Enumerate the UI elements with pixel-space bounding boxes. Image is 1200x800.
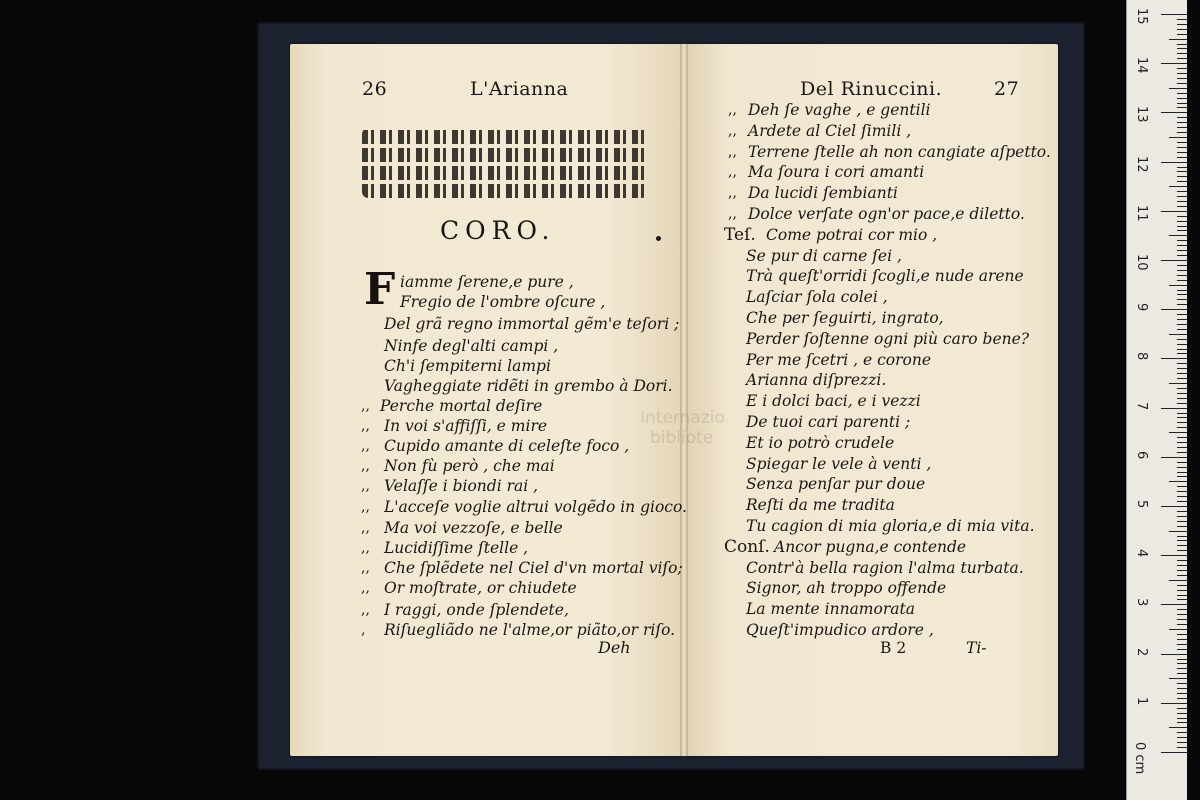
book-gutter (680, 44, 688, 756)
ruler-tick (1169, 481, 1187, 482)
ruler-tick (1177, 590, 1187, 591)
ruler-tick (1177, 570, 1187, 571)
verse-line: Fregio de l'ombre oſcure , (400, 293, 606, 311)
verse-line: Velaſſe i biondi rai , (384, 477, 539, 495)
ruler-tick (1177, 472, 1187, 473)
ruler-tick (1169, 334, 1187, 335)
verse-line: Et io potrò crudele (746, 434, 895, 452)
ruler-tick (1177, 294, 1187, 295)
ruler-tick (1177, 413, 1187, 414)
ornamental-headpiece (362, 128, 648, 198)
ruler-tick (1177, 363, 1187, 364)
ruler-tick (1177, 324, 1187, 325)
quote-mark: ,, (728, 144, 737, 160)
ruler-tick (1177, 58, 1187, 59)
ruler-tick (1169, 531, 1187, 532)
ruler-tick (1169, 432, 1187, 433)
ruler-tick (1177, 176, 1187, 177)
ruler-tick (1177, 708, 1187, 709)
ruler-tick (1161, 506, 1187, 507)
ruler-tick (1169, 235, 1187, 236)
left-page-number: 26 (362, 78, 388, 100)
ruler-tick (1177, 732, 1187, 733)
ruler-unit: 0 cm (1132, 742, 1147, 775)
ruler-tick (1177, 614, 1187, 615)
ruler-tick (1177, 526, 1187, 527)
ruler-tick (1177, 280, 1187, 281)
chorus-heading: CORO. (440, 216, 556, 245)
ruler-tick (1177, 339, 1187, 340)
verse-line: Arianna diſprezzi. (746, 371, 887, 389)
ruler-number: 15 (1134, 8, 1149, 25)
signature-mark: B 2 (880, 639, 907, 657)
ruler-tick (1177, 698, 1187, 699)
verse-line: La mente innamorata (746, 600, 915, 618)
ruler-tick (1177, 275, 1187, 276)
quote-mark: ,, (361, 499, 370, 515)
ruler-tick (1177, 103, 1187, 104)
ruler-tick (1177, 673, 1187, 674)
ruler-tick (1177, 378, 1187, 379)
quote-mark: ,, (361, 418, 370, 434)
ruler-tick (1177, 491, 1187, 492)
verse-line: Che per ſeguirti, ingrato, (746, 309, 944, 327)
ruler-tick (1177, 644, 1187, 645)
ruler-tick (1177, 565, 1187, 566)
ruler-tick (1177, 216, 1187, 217)
ruler-tick (1161, 555, 1187, 556)
ruler-tick (1169, 186, 1187, 187)
ruler-tick (1169, 137, 1187, 138)
ruler-tick (1177, 73, 1187, 74)
ruler-tick (1177, 619, 1187, 620)
ruler-tick (1177, 462, 1187, 463)
verse-line: Da lucidi ſembianti (748, 184, 898, 202)
ruler-tick (1177, 496, 1187, 497)
verse-line: L'acceſe voglie altrui volgẽdo in gioco. (384, 498, 687, 516)
quote-mark: , (361, 622, 366, 638)
verse-line: Che ſplẽdete nel Ciel d'vn mortal viſo; (384, 559, 683, 577)
verse-line: Dolce verſate ogn'or pace,e diletto. (748, 205, 1025, 223)
ruler-tick (1177, 142, 1187, 143)
ruler-tick (1177, 304, 1187, 305)
ruler-tick (1177, 501, 1187, 502)
ruler-tick (1177, 511, 1187, 512)
ruler-tick (1177, 255, 1187, 256)
ruler-tick (1177, 245, 1187, 246)
ruler-tick (1177, 476, 1187, 477)
ruler-tick (1177, 486, 1187, 487)
ruler-tick (1177, 747, 1187, 748)
quote-mark: ,, (728, 164, 737, 180)
ruler-tick (1161, 703, 1187, 704)
verse-line: Ma ſoura i cori amanti (748, 163, 925, 181)
verse-line: Perder ſoſtenne ogni più caro bene? (746, 330, 1030, 348)
ruler-tick (1177, 319, 1187, 320)
ruler-tick (1177, 540, 1187, 541)
ruler-tick (1177, 24, 1187, 25)
ruler-number: 6 (1134, 450, 1149, 460)
ruler-tick (1177, 550, 1187, 551)
quote-mark: ,, (361, 398, 370, 414)
verse-line: Lucidiſſime ſtelle , (384, 539, 529, 557)
quote-mark: ,, (361, 478, 370, 494)
ruler-tick (1177, 659, 1187, 660)
ruler-tick (1177, 663, 1187, 664)
verse-line: Trà queſt'orridi ſcogli,e nude arene (746, 267, 1024, 285)
ruler-tick (1169, 39, 1187, 40)
ruler-tick (1177, 299, 1187, 300)
ruler-number: 2 (1134, 647, 1149, 656)
verse-line: Or moſtrate, or chiudete (384, 579, 577, 597)
ruler-tick (1177, 373, 1187, 374)
ruler-tick (1177, 226, 1187, 227)
quote-mark: ,, (361, 580, 370, 596)
right-running-title: Del Rinuccini. (800, 78, 943, 100)
verse-line: Ch'i ſempiterni lampi (384, 357, 551, 375)
verse-line: Ancor pugna,e contende (774, 538, 967, 556)
quote-mark: ,, (361, 520, 370, 536)
ruler-number: 9 (1134, 303, 1149, 312)
ruler-tick (1177, 437, 1187, 438)
ruler-tick (1177, 668, 1187, 669)
verse-line: Reſti da me tradita (746, 496, 895, 514)
ink-dot (656, 236, 661, 241)
ruler-tick (1177, 737, 1187, 738)
verse-line: Ardete al Ciel ſimili , (748, 122, 912, 140)
quote-mark: ,, (728, 123, 737, 139)
ruler-tick (1177, 447, 1187, 448)
ruler-tick (1177, 353, 1187, 354)
ruler-tick (1177, 560, 1187, 561)
verse-line: Non fù però , che mai (384, 457, 555, 475)
ruler-number: 5 (1134, 500, 1149, 509)
verse-line: Spiegar le vele à venti , (746, 455, 932, 473)
ruler-tick (1177, 221, 1187, 222)
ruler-tick (1177, 290, 1187, 291)
verse-line: Vagheggiate ridẽti in grembo à Dori. (384, 377, 673, 395)
ruler-tick (1177, 270, 1187, 271)
verse-line: Senza penſar pur doue (746, 475, 926, 493)
drop-cap: F (364, 264, 396, 315)
ruler-tick (1177, 93, 1187, 94)
ruler-number: 13 (1134, 106, 1149, 123)
ruler-tick (1177, 265, 1187, 266)
verse-line: Ma voi vezzoſe, e belle (384, 519, 563, 537)
ruler-tick (1177, 609, 1187, 610)
verse-line: Tu cagion di mia gloria,e di mia vita. (746, 517, 1035, 535)
ruler-tick (1161, 309, 1187, 310)
quote-mark: ,, (728, 185, 737, 201)
verse-line: Se pur di carne ſei , (746, 247, 902, 265)
ruler-tick (1177, 718, 1187, 719)
ruler-tick (1177, 742, 1187, 743)
watermark-text (640, 408, 725, 448)
ruler-tick (1161, 654, 1187, 655)
left-catchword: Deh (598, 638, 631, 657)
quote-mark: ,, (361, 438, 370, 454)
ruler-number: 10 (1134, 254, 1149, 271)
ruler-tick (1177, 403, 1187, 404)
ruler-tick (1177, 98, 1187, 99)
ruler-number: 4 (1134, 549, 1149, 558)
speaker-label: Teſ. (724, 225, 756, 245)
ruler-tick (1177, 329, 1187, 330)
ruler-tick (1177, 127, 1187, 128)
ruler-tick (1177, 422, 1187, 423)
ruler-number: 14 (1134, 57, 1149, 74)
ruler-tick (1161, 752, 1187, 753)
ruler-tick (1169, 580, 1187, 581)
ruler-tick (1177, 536, 1187, 537)
verse-line: Come potrai cor mio , (766, 226, 938, 244)
ruler-tick (1177, 29, 1187, 30)
ruler-tick (1177, 595, 1187, 596)
verse-line: De tuoi cari parenti ; (746, 413, 911, 431)
ruler-number: 7 (1134, 401, 1149, 410)
ruler-tick (1177, 167, 1187, 168)
verse-line: Del grã regno immortal gẽm'e teſori ; (384, 315, 680, 333)
ruler-tick (1161, 358, 1187, 359)
verse-line: Queſt'impudico ardore , (746, 621, 934, 639)
ruler-tick (1177, 634, 1187, 635)
watermark-line: Internazio (640, 408, 725, 428)
ruler-tick (1169, 727, 1187, 728)
ruler-tick (1177, 722, 1187, 723)
verse-line: Terrene ſtelle ah non cangiate aſpetto. (748, 143, 1051, 161)
verse-line: In voi s'affiſſi, e mire (384, 417, 548, 435)
ruler-tick (1177, 122, 1187, 123)
ruler-tick (1161, 604, 1187, 605)
ruler-tick (1177, 393, 1187, 394)
ruler-tick (1177, 147, 1187, 148)
verse-line: Signor, ah troppo offende (746, 579, 947, 597)
ruler-tick (1177, 521, 1187, 522)
ruler-tick (1177, 107, 1187, 108)
verse-line: Ninfe degl'alti campi , (384, 337, 559, 355)
ruler-tick (1177, 683, 1187, 684)
ruler-tick (1177, 639, 1187, 640)
ruler-tick (1177, 157, 1187, 158)
quote-mark: ,, (361, 540, 370, 556)
ruler-tick (1161, 457, 1187, 458)
ruler-tick (1177, 693, 1187, 694)
ruler-tick (1177, 545, 1187, 546)
ruler-tick (1177, 452, 1187, 453)
quote-mark: ,, (361, 458, 370, 474)
ruler-tick (1177, 34, 1187, 35)
verse-line: Laſciar ſola colei , (746, 288, 888, 306)
ruler-tick (1177, 599, 1187, 600)
ruler-tick (1177, 191, 1187, 192)
ruler-number: 3 (1134, 598, 1149, 607)
ruler-tick (1177, 171, 1187, 172)
ruler-tick (1169, 383, 1187, 384)
quote-mark: ,, (361, 560, 370, 576)
ruler-tick (1177, 206, 1187, 207)
verse-line: E i dolci baci, e i vezzi (746, 392, 921, 410)
ruler-number: 1 (1134, 696, 1149, 706)
ruler-tick (1161, 14, 1187, 15)
verse-line: I raggi, onde ſplendete, (384, 601, 569, 619)
ruler-tick (1177, 649, 1187, 650)
ruler-tick (1177, 624, 1187, 625)
ruler-number: 8 (1134, 352, 1149, 361)
ruler-tick (1161, 260, 1187, 261)
ruler-tick (1161, 112, 1187, 113)
ruler-tick (1177, 349, 1187, 350)
ruler-tick (1177, 417, 1187, 418)
verse-line: Cupido amante di celeſte foco , (384, 437, 630, 455)
ruler-number: 12 (1134, 155, 1149, 173)
watermark-line: bibliote (650, 428, 714, 448)
ruler-tick (1177, 53, 1187, 54)
ruler-tick (1169, 285, 1187, 286)
ruler-tick (1177, 442, 1187, 443)
ruler-tick (1177, 44, 1187, 45)
ruler-tick (1177, 688, 1187, 689)
ruler-tick (1177, 78, 1187, 79)
verse-line: Deh ſe vaghe , e gentili (748, 101, 931, 119)
ruler-tick (1161, 408, 1187, 409)
verse-line: Contr'à bella ragion l'alma turbata. (746, 559, 1024, 577)
quote-mark: ,, (361, 602, 370, 618)
right-catchword: Ti- (966, 639, 987, 657)
ruler-tick (1177, 240, 1187, 241)
ruler-tick (1177, 467, 1187, 468)
ruler-tick (1177, 68, 1187, 69)
right-page-number: 27 (994, 78, 1020, 100)
ruler-tick (1177, 196, 1187, 197)
ruler-tick (1177, 427, 1187, 428)
ruler-tick (1161, 63, 1187, 64)
ruler-tick (1177, 230, 1187, 231)
ruler-tick (1169, 629, 1187, 630)
verse-line: iamme ſerene,e pure , (400, 273, 574, 291)
verse-line: Per me ſcetri , e corone (746, 351, 932, 369)
ruler-tick (1177, 152, 1187, 153)
ruler-tick (1177, 250, 1187, 251)
ruler-tick (1177, 132, 1187, 133)
speaker-label: Conſ. (724, 537, 770, 557)
ruler-tick (1161, 162, 1187, 163)
ruler-tick (1177, 344, 1187, 345)
ruler-tick (1177, 19, 1187, 20)
ruler-tick (1177, 516, 1187, 517)
ruler-tick (1177, 83, 1187, 84)
quote-mark: ,, (728, 102, 737, 118)
ruler-number: 11 (1134, 204, 1149, 222)
ruler-tick (1177, 388, 1187, 389)
left-running-title: L'Arianna (470, 78, 569, 100)
ruler-tick (1169, 678, 1187, 679)
ruler-tick (1177, 181, 1187, 182)
ruler-tick (1161, 211, 1187, 212)
ruler-tick (1169, 88, 1187, 89)
ruler-tick (1177, 585, 1187, 586)
ruler-tick (1177, 314, 1187, 315)
measurement-ruler (1126, 0, 1187, 800)
ruler-tick (1177, 398, 1187, 399)
verse-line: Perche mortal deſire (380, 397, 543, 415)
ruler-tick (1177, 117, 1187, 118)
ruler-tick (1177, 575, 1187, 576)
ruler-tick (1177, 201, 1187, 202)
ruler-tick (1177, 48, 1187, 49)
verse-line: Riſuegliãdo ne l'alme,or piãto,or riſo. (384, 621, 676, 639)
ruler-tick (1177, 713, 1187, 714)
ruler-tick (1177, 368, 1187, 369)
quote-mark: ,, (728, 206, 737, 222)
